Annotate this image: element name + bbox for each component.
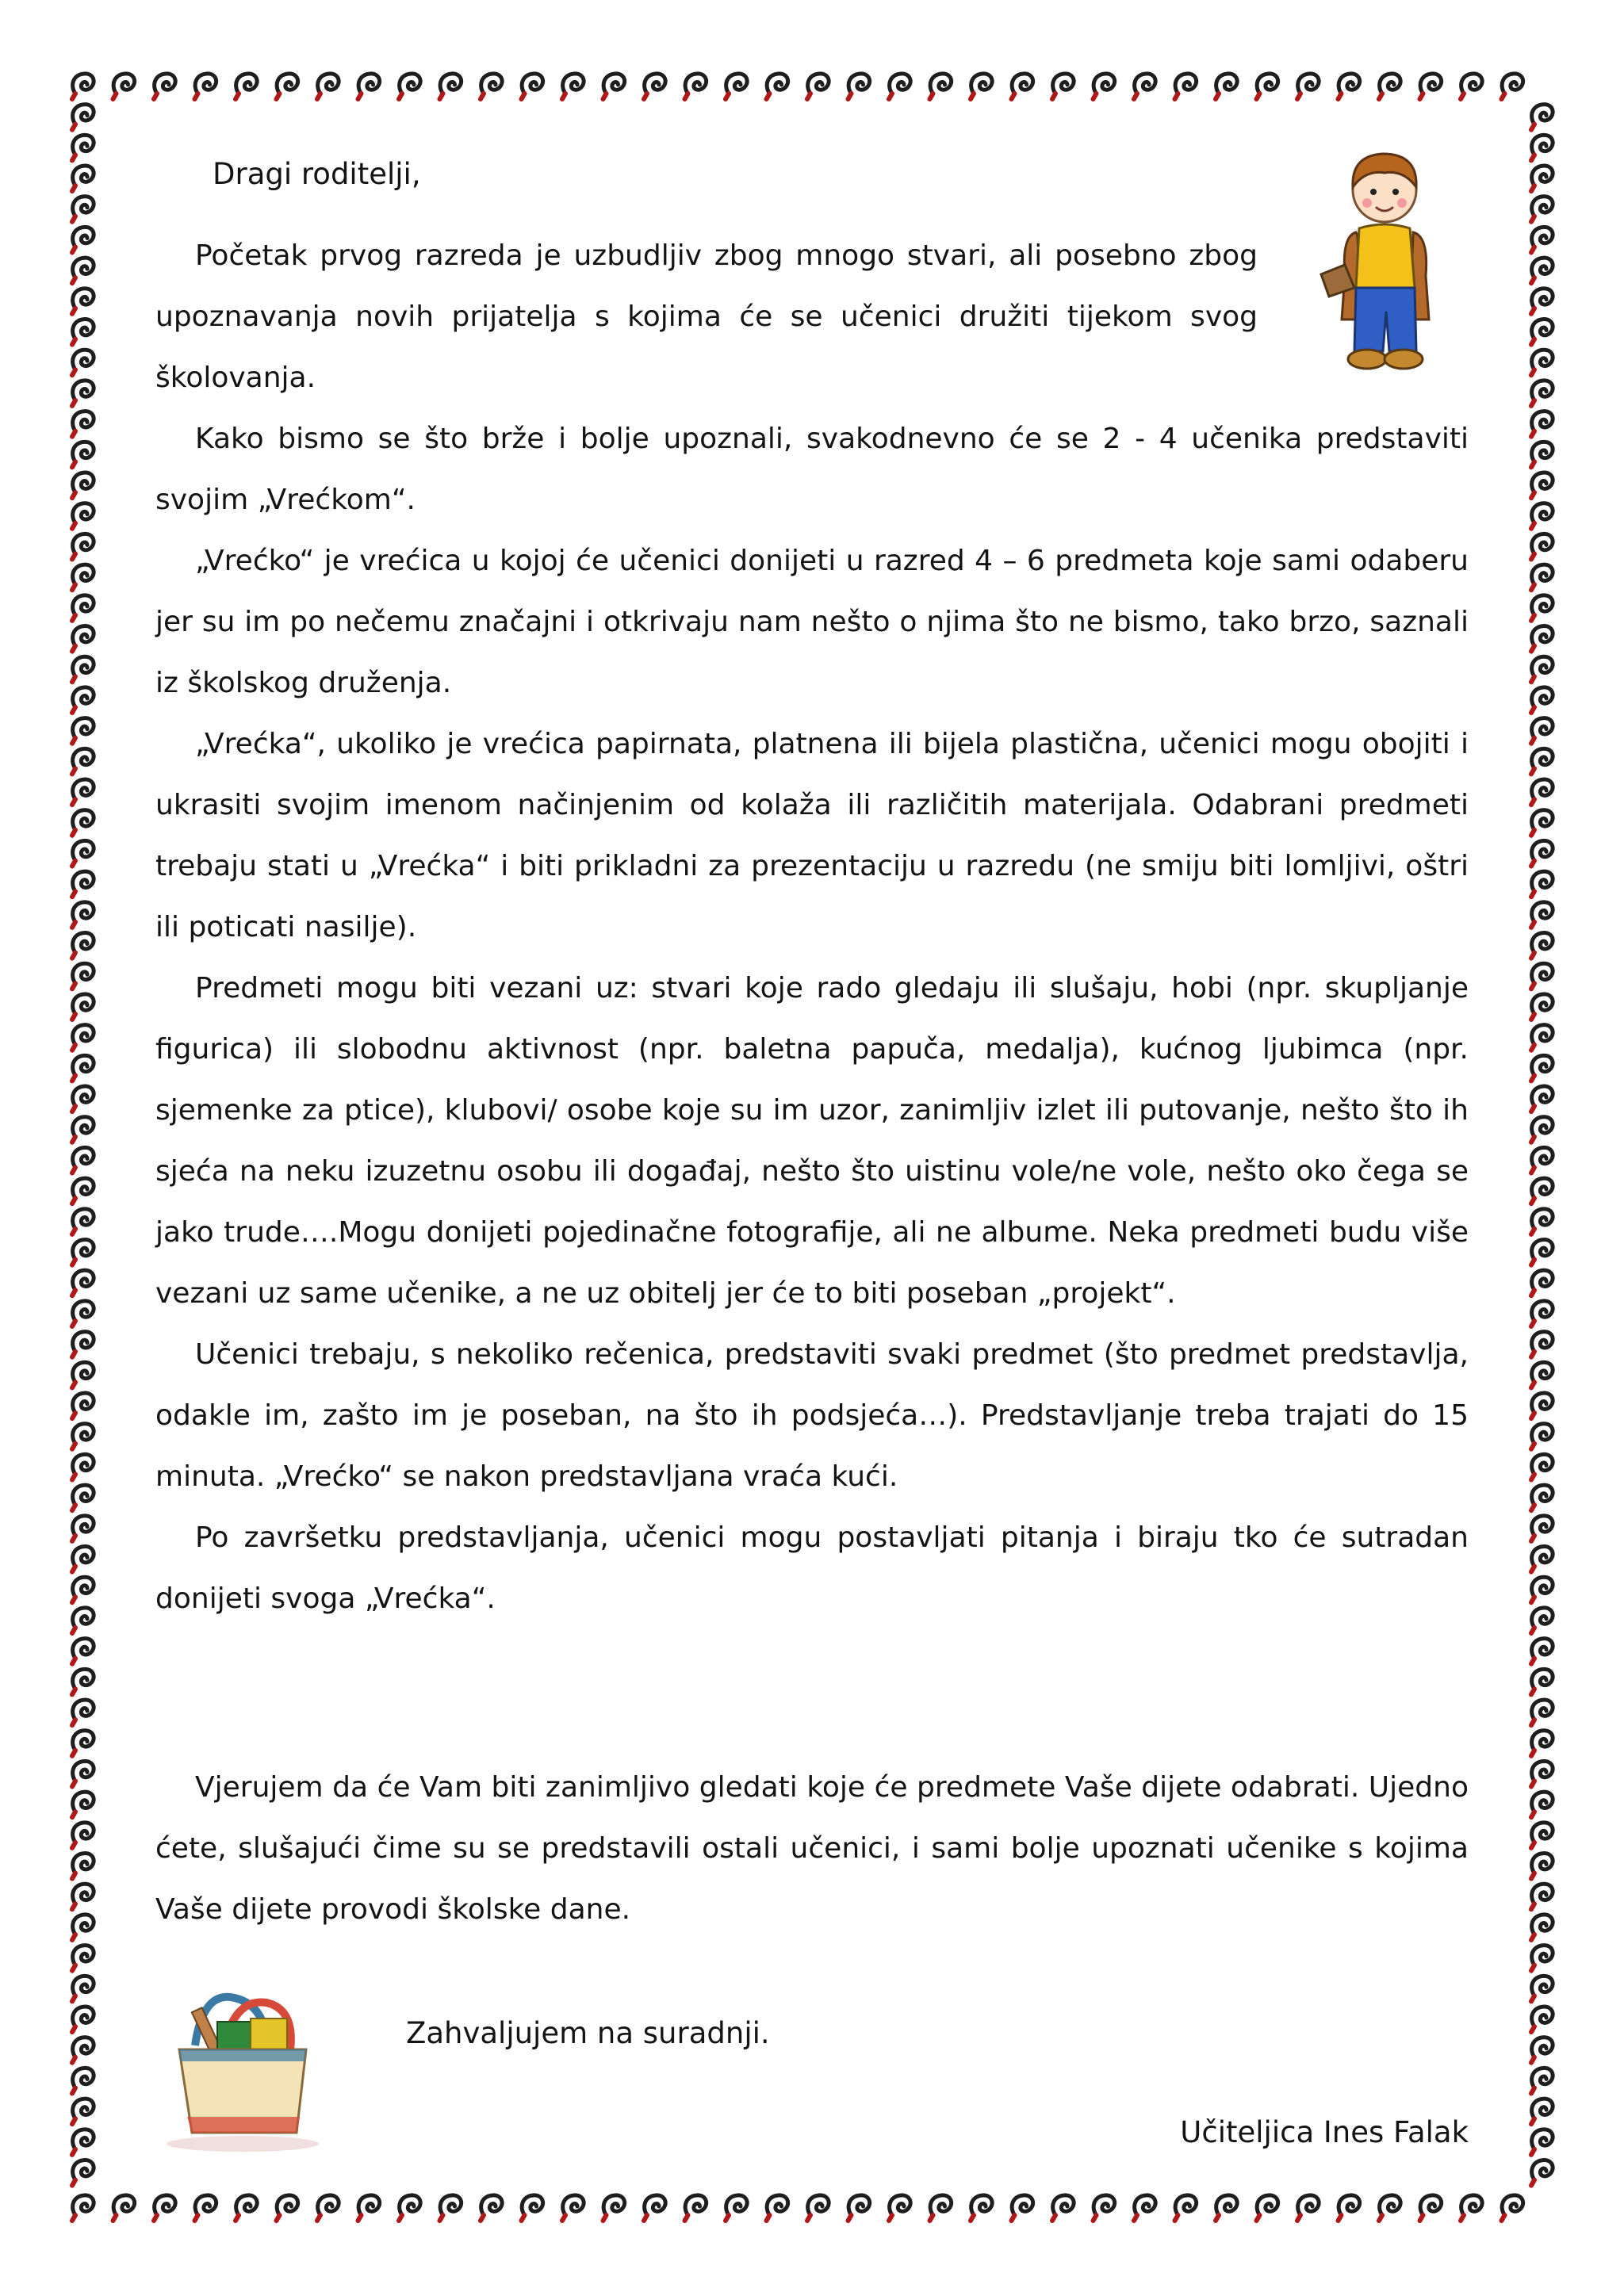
border-swirl-icon — [72, 2099, 94, 2124]
border-swirl-icon — [72, 1761, 94, 1786]
border-swirl-icon — [72, 1577, 94, 1602]
border-swirl-icon — [1531, 1270, 1553, 1295]
border-swirl-icon — [1531, 1700, 1553, 1725]
border-swirl-icon — [1531, 2099, 1553, 2124]
border-swirl-icon — [72, 1792, 94, 1817]
border-swirl-icon — [1531, 381, 1553, 406]
border-swirl-icon — [1502, 74, 1523, 99]
border-swirl-icon — [889, 2195, 910, 2221]
border-swirl-icon — [1531, 1976, 1553, 2001]
border-swirl-icon — [72, 258, 94, 283]
border-swirl-icon — [1531, 1792, 1553, 1817]
border-swirl-icon — [603, 2195, 625, 2221]
border-swirl-icon — [1257, 74, 1278, 99]
body-paragraph-2: Kako bismo se što brže i bolje upoznali, svakodnevno će se 2 - 4 učenika predstaviti svojim „Vrećkom“. — [155, 423, 1469, 516]
border-swirl-icon — [1379, 74, 1400, 99]
border-swirl-icon — [1134, 74, 1155, 99]
border-swirl-icon — [72, 1547, 94, 1572]
border-swirl-icon — [481, 74, 502, 99]
border-swirl-icon — [72, 2160, 94, 2186]
border-swirl-icon — [1461, 2195, 1482, 2221]
border-swirl-icon — [1531, 1761, 1553, 1786]
border-swirl-icon — [767, 74, 788, 99]
border-swirl-icon — [1531, 166, 1553, 191]
border-swirl-icon — [1531, 320, 1553, 345]
border-swirl-icon — [1420, 2195, 1442, 2221]
border-swirl-icon — [1531, 779, 1553, 805]
border-swirl-icon — [1531, 1117, 1553, 1142]
border-swirl-icon — [971, 2195, 992, 2221]
border-swirl-icon — [1531, 1823, 1553, 1848]
border-swirl-icon — [889, 74, 910, 99]
border-swirl-icon — [1531, 1454, 1553, 1479]
border-swirl-icon — [1094, 74, 1115, 99]
border-swirl-icon — [72, 933, 94, 959]
border-swirl-icon — [1531, 1086, 1553, 1112]
border-swirl-icon — [1502, 2195, 1523, 2221]
border-swirl-icon — [1012, 2195, 1033, 2221]
border-swirl-icon — [1531, 871, 1553, 897]
border-swirl-icon — [72, 963, 94, 989]
border-swirl-icon — [1531, 442, 1553, 467]
border-swirl-icon — [1461, 74, 1482, 99]
border-swirl-icon — [72, 595, 94, 621]
border-swirl-icon — [72, 381, 94, 406]
border-swirl-icon — [1531, 1639, 1553, 1664]
border-swirl-icon — [848, 74, 870, 99]
border-swirl-icon — [1531, 656, 1553, 682]
border-swirl-icon — [1531, 718, 1553, 744]
border-swirl-icon — [1531, 197, 1553, 222]
border-swirl-icon — [440, 2195, 462, 2221]
border-swirl-icon — [72, 105, 94, 130]
border-swirl-icon — [72, 503, 94, 529]
border-swirl-icon — [1531, 2007, 1553, 2032]
border-swirl-icon — [72, 779, 94, 805]
border-swirl-icon — [644, 2195, 665, 2221]
border-swirl-icon — [317, 74, 339, 99]
border-swirl-icon — [72, 1117, 94, 1142]
border-swirl-icon — [930, 2195, 952, 2221]
border-swirl-icon — [72, 871, 94, 897]
border-swirl-icon — [1531, 105, 1553, 130]
border-swirl-icon — [1531, 1608, 1553, 1633]
border-swirl-icon — [317, 2195, 339, 2221]
border-swirl-icon — [1531, 1946, 1553, 1971]
border-swirl-icon — [1531, 534, 1553, 559]
border-swirl-icon — [72, 1178, 94, 1203]
border-swirl-icon — [72, 2130, 94, 2155]
border-swirl-icon — [1052, 2195, 1074, 2221]
border-swirl-icon — [72, 1516, 94, 1541]
border-swirl-icon — [72, 411, 94, 437]
border-swirl-icon — [236, 2195, 257, 2221]
border-swirl-icon — [644, 74, 665, 99]
border-swirl-icon — [1420, 74, 1442, 99]
border-swirl-icon — [1531, 1178, 1553, 1203]
border-swirl-icon — [1531, 1854, 1553, 1879]
border-swirl-icon — [807, 74, 829, 99]
border-swirl-icon — [1531, 1884, 1553, 1909]
border-swirl-icon — [72, 135, 94, 160]
border-swirl-icon — [72, 1209, 94, 1234]
border-swirl-icon — [1531, 1147, 1553, 1173]
border-swirl-icon — [1531, 810, 1553, 836]
border-swirl-icon — [72, 442, 94, 467]
border-swirl-icon — [522, 74, 543, 99]
border-swirl-icon — [72, 1301, 94, 1326]
border-swirl-icon — [72, 1393, 94, 1418]
border-swirl-icon — [72, 1424, 94, 1449]
border-swirl-icon — [1175, 2195, 1197, 2221]
border-swirl-icon — [72, 902, 94, 928]
letter-body — [155, 225, 1469, 1629]
border-swirl-icon — [767, 2195, 788, 2221]
closing-paragraph: Vjerujem da će Vam biti zanimljivo gledati koje će predmete Vaše dijete odabrati. Ujedno ćete, slušajući čime su se predstavili ostali učenici, i sami bolje upoznati učenike s kojima Vaše dijete provodi školske dane. — [155, 1771, 1469, 1926]
border-swirl-icon — [72, 1976, 94, 2001]
border-swirl-icon — [1531, 1362, 1553, 1387]
border-swirl-icon — [1531, 2130, 1553, 2155]
border-swirl-icon — [1175, 74, 1197, 99]
border-swirl-icon — [72, 1823, 94, 1848]
border-swirl-icon — [72, 748, 94, 774]
border-swirl-icon — [726, 74, 747, 99]
border-swirl-icon — [1531, 748, 1553, 774]
border-swirl-icon — [72, 2007, 94, 2032]
body-paragraph-7: Po završetku predstavljanja, učenici mogu postavljati pitanja i biraju tko će sutradan donijeti svoga „Vrećka“. — [155, 1521, 1469, 1615]
border-swirl-icon — [1531, 258, 1553, 283]
border-swirl-icon — [1531, 135, 1553, 160]
border-swirl-icon — [1531, 1424, 1553, 1449]
border-swirl-icon — [72, 74, 94, 99]
border-swirl-icon — [1531, 411, 1553, 437]
border-swirl-icon — [1531, 227, 1553, 252]
letter-closing — [155, 1757, 1469, 1940]
letter-greeting: Dragi roditelji, — [213, 157, 421, 191]
border-swirl-icon — [1531, 564, 1553, 590]
body-paragraph-6: Učenici trebaju, s nekoliko rečenica, predstaviti svaki predmet (što predmet predstavlja, odakle im, zašto im je poseban, na što ih podsjeća…). Predstavljanje treba trajati do 15 minuta. „Vrećko“ se nakon predstavljana vraća kući. — [155, 1338, 1469, 1493]
border-swirl-icon — [195, 2195, 216, 2221]
border-swirl-icon — [72, 1147, 94, 1173]
border-swirl-icon — [1531, 503, 1553, 529]
border-swirl-icon — [1257, 2195, 1278, 2221]
border-swirl-icon — [1531, 1915, 1553, 1940]
border-swirl-icon — [1012, 74, 1033, 99]
border-swirl-icon — [1531, 626, 1553, 652]
border-swirl-icon — [1216, 74, 1237, 99]
border-swirl-icon — [72, 1884, 94, 1909]
border-swirl-icon — [72, 1240, 94, 1265]
border-swirl-icon — [726, 2195, 747, 2221]
border-swirl-icon — [399, 74, 420, 99]
border-swirl-icon — [72, 1731, 94, 1756]
border-swirl-icon — [72, 840, 94, 866]
border-swirl-icon — [72, 350, 94, 375]
border-swirl-icon — [1094, 2195, 1115, 2221]
border-swirl-icon — [1531, 350, 1553, 375]
border-swirl-icon — [195, 74, 216, 99]
border-swirl-icon — [72, 1025, 94, 1050]
border-swirl-icon — [848, 2195, 870, 2221]
border-swirl-icon — [1339, 74, 1360, 99]
border-swirl-icon — [72, 2038, 94, 2063]
border-swirl-icon — [72, 166, 94, 191]
border-swirl-icon — [72, 1915, 94, 1940]
border-swirl-icon — [72, 197, 94, 222]
border-swirl-icon — [1531, 1301, 1553, 1326]
border-swirl-icon — [72, 2195, 94, 2221]
border-swirl-icon — [399, 2195, 420, 2221]
border-swirl-icon — [1379, 2195, 1400, 2221]
border-swirl-icon — [481, 2195, 502, 2221]
border-swirl-icon — [72, 1608, 94, 1633]
body-paragraph-5: Predmeti mogu biti vezani uz: stvari koje rado gledaju ili slušaju, hobi (npr. skupljanje figurica) ili slobodnu aktivnost (npr. baletna papuča, medalja), kućnog ljubimca (npr. sjemenke za ptice), klubovi/ osobe koje su im uzor, zanimljiv izlet ili putovanje, nešto što ih sjeća na neku izuzetnu osobu ili događaj, nešto što uistinu vole/ne vole, nešto oko čega se jako trude….Mogu donijeti pojedinačne fotografije, ali ne albume. Neka predmeti budu više vezani uz same učenike, a ne uz obitelj jer će to biti poseban „projekt“. — [155, 972, 1469, 1310]
border-swirl-icon — [1531, 1547, 1553, 1572]
border-swirl-icon — [1531, 933, 1553, 959]
border-swirl-icon — [72, 1485, 94, 1510]
border-swirl-icon — [1531, 1669, 1553, 1694]
border-swirl-icon — [1531, 1240, 1553, 1265]
border-swirl-icon — [930, 74, 952, 99]
border-swirl-icon — [1531, 1332, 1553, 1357]
border-swirl-icon — [1052, 74, 1074, 99]
border-swirl-icon — [1531, 2038, 1553, 2063]
border-swirl-icon — [72, 1332, 94, 1357]
border-swirl-icon — [72, 656, 94, 682]
border-swirl-icon — [358, 2195, 380, 2221]
border-swirl-icon — [72, 473, 94, 498]
border-swirl-icon — [1531, 1485, 1553, 1510]
border-swirl-icon — [1531, 687, 1553, 713]
border-swirl-icon — [1339, 2195, 1360, 2221]
tote-bag-illustration — [147, 1974, 338, 2156]
border-swirl-icon — [603, 74, 625, 99]
border-swirl-icon — [562, 2195, 584, 2221]
border-swirl-icon — [72, 289, 94, 314]
border-swirl-icon — [358, 74, 380, 99]
border-swirl-icon — [971, 74, 992, 99]
border-swirl-icon — [113, 74, 135, 99]
border-swirl-icon — [1531, 1209, 1553, 1234]
border-swirl-icon — [1297, 74, 1319, 99]
border-swirl-icon — [113, 2195, 135, 2221]
border-swirl-icon — [1531, 902, 1553, 928]
border-swirl-icon — [1531, 1731, 1553, 1756]
border-swirl-icon — [1531, 2068, 1553, 2093]
border-swirl-icon — [72, 994, 94, 1020]
border-swirl-icon — [522, 2195, 543, 2221]
border-swirl-icon — [72, 687, 94, 713]
border-swirl-icon — [1531, 2160, 1553, 2186]
border-swirl-icon — [154, 74, 175, 99]
border-swirl-icon — [1531, 840, 1553, 866]
border-swirl-icon — [1531, 963, 1553, 989]
border-swirl-icon — [1531, 1577, 1553, 1602]
border-swirl-icon — [72, 1854, 94, 1879]
border-swirl-icon — [72, 1639, 94, 1664]
border-swirl-icon — [1531, 595, 1553, 621]
border-swirl-icon — [72, 810, 94, 836]
border-swirl-icon — [72, 320, 94, 345]
border-swirl-icon — [807, 2195, 829, 2221]
border-swirl-icon — [1531, 1025, 1553, 1050]
border-swirl-icon — [277, 2195, 298, 2221]
body-paragraph-3: „Vrećko“ je vrećica u kojoj će učenici donijeti u razred 4 – 6 predmeta koje sami odaberu jer su im po nečemu značajni i otkrivaju nam nešto o njima što ne bismo, tako brzo, saznali iz školskog druženja. — [155, 545, 1469, 699]
border-swirl-icon — [1134, 2195, 1155, 2221]
border-swirl-icon — [72, 1946, 94, 1971]
border-swirl-icon — [72, 1055, 94, 1081]
border-swirl-icon — [277, 74, 298, 99]
border-swirl-icon — [685, 2195, 707, 2221]
border-swirl-icon — [1531, 289, 1553, 314]
body-paragraph-4: „Vrećka“, ukoliko je vrećica papirnata, platnena ili bijela plastična, učenici mogu obojiti i ukrasiti svojim imenom načinjenim od kolaža ili različitih materijala. Odabrani predmeti trebaju stati u „Vrećka“ i biti prikladni za prezentaciju u razredu (ne smiju biti lomljivi, oštri ili poticati nasilje). — [155, 728, 1469, 943]
border-swirl-icon — [440, 74, 462, 99]
border-swirl-icon — [1531, 1516, 1553, 1541]
border-swirl-icon — [72, 1270, 94, 1295]
border-swirl-icon — [154, 2195, 175, 2221]
border-swirl-icon — [1531, 1393, 1553, 1418]
border-swirl-icon — [1531, 473, 1553, 498]
border-swirl-icon — [72, 1669, 94, 1694]
thanks-line: Zahvaljujem na suradnji. — [406, 2016, 770, 2050]
border-swirl-icon — [236, 74, 257, 99]
border-swirl-icon — [72, 227, 94, 252]
border-swirl-icon — [1297, 2195, 1319, 2221]
border-swirl-icon — [1531, 994, 1553, 1020]
signature: Učiteljica Ines Falak — [1180, 2115, 1469, 2149]
border-swirl-icon — [72, 1086, 94, 1112]
border-swirl-icon — [1216, 2195, 1237, 2221]
border-swirl-icon — [1531, 1055, 1553, 1081]
border-swirl-icon — [72, 534, 94, 559]
border-swirl-icon — [72, 718, 94, 744]
border-swirl-icon — [72, 626, 94, 652]
border-swirl-icon — [685, 74, 707, 99]
border-swirl-icon — [562, 74, 584, 99]
border-swirl-icon — [72, 1362, 94, 1387]
body-paragraph-1: Početak prvog razreda je uzbudljiv zbog mnogo stvari, ali posebno zbog upoznavanja novih prijatelja s kojima će se učenici družiti tijekom svog školovanja. — [155, 239, 1258, 394]
border-swirl-icon — [72, 564, 94, 590]
border-swirl-icon — [72, 1700, 94, 1725]
border-swirl-icon — [72, 1454, 94, 1479]
border-swirl-icon — [72, 2068, 94, 2093]
